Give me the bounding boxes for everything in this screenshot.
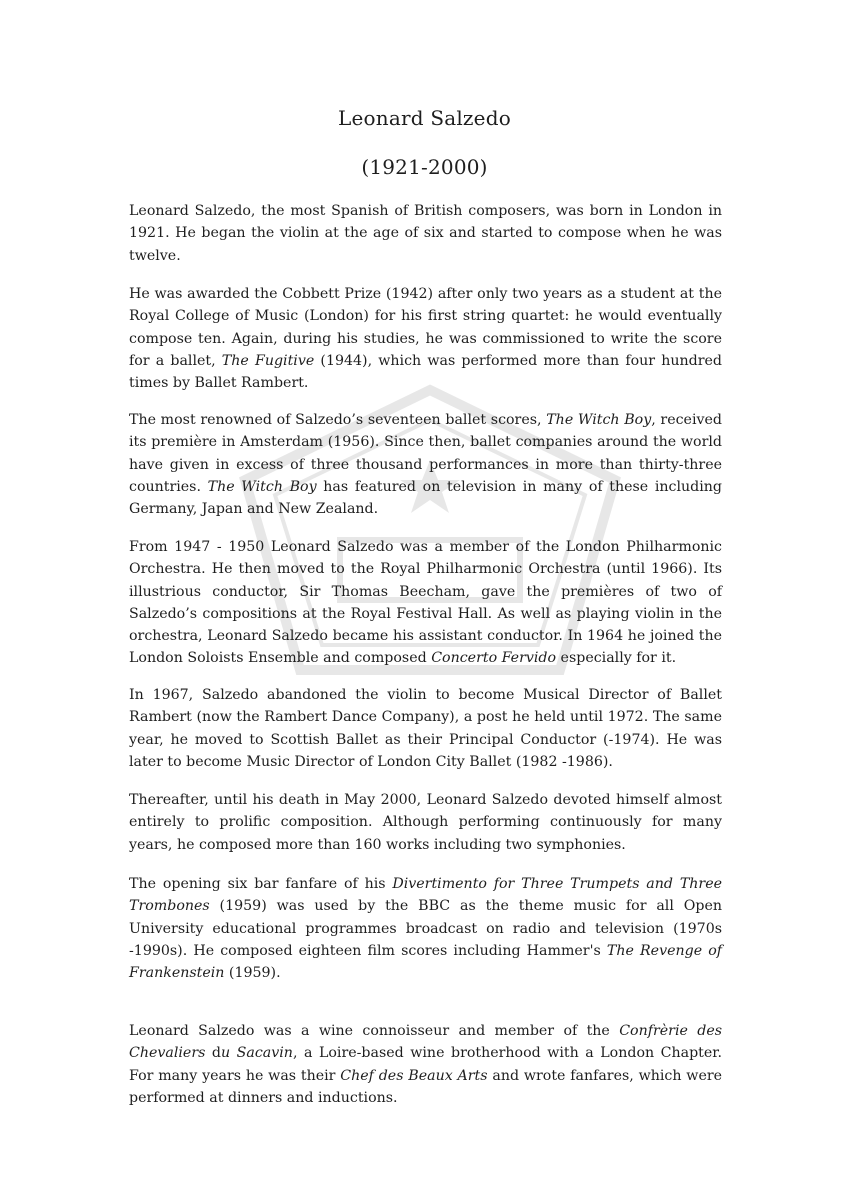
paragraph-witch-boy bbox=[129, 409, 722, 520]
text-run: , received its première in Amsterdam (1956). Since then, ballet companies around the world have given in excess of three thousand performances in more than thirty-three countries. bbox=[129, 412, 722, 495]
paragraph-wine bbox=[129, 1020, 722, 1109]
text-run: (1959) was used by the BBC as the theme music for all Open University educational programmes broadcast on radio and television (1970s -1990s). He composed eighteen film scores including Hammer's bbox=[129, 898, 722, 959]
italic-title-run: The Witch Boy bbox=[546, 412, 652, 428]
paragraph-education bbox=[129, 283, 722, 394]
text-run: Leonard Salzedo was a wine connoisseur and member of the bbox=[129, 1023, 620, 1039]
italic-title-run: The Fugitive bbox=[221, 352, 315, 369]
page-subtitle-dates: (1921-2000) bbox=[361, 155, 488, 179]
text-run: From 1947 - 1950 Leonard Salzedo was a member of the London Philharmonic Orchestra. He then moved to the Royal Philharmonic Orchestra (until 1966). Its illustrious conductor, Sir Thomas Beecham, gave the premières of two of Salzedo’s compositions at the Royal Festival Hall. As well as playing violin in the orchestra, Leonard Salzedo became his assistant conductor. In 1964 he joined the London Soloists Ensemble and composed bbox=[129, 539, 722, 667]
paragraph-early-life bbox=[129, 200, 722, 267]
text-run: and wrote fanfares, which were performed at dinners and inductions. bbox=[129, 1067, 723, 1106]
text-run: The most renowned of Salzedo’s seventeen ballet scores, bbox=[129, 412, 547, 428]
paragraph-fanfare-film bbox=[129, 873, 722, 984]
paragraph-orchestra-career bbox=[129, 536, 722, 670]
text-run: Thereafter, until his death in May 2000, Leonard Salzedo devoted himself almost entirely to prolific composition. Although performing continuously for many years, he composed more than 160 works including two symphonies. bbox=[129, 792, 722, 853]
text-run: has featured on television in many of these including Germany, Japan and New Zealand. bbox=[129, 478, 722, 518]
text-run: , a Loire-based wine brotherhood with a London Chapter. For many years he was their bbox=[129, 1045, 723, 1084]
text-run: In 1967, Salzedo abandoned the violin to become Musical Director of Ballet Rambert (now the Rambert Dance Company), a post he held until 1972. The same year, he moved to Scottish Ballet as their Principal Conductor (-1974). He was later to become Music Director of London City Ballet (1982 -1986). bbox=[129, 687, 722, 770]
italic-title-run: u Sacavin bbox=[221, 1045, 293, 1062]
paragraph-ballet-director bbox=[129, 684, 722, 773]
text-run: He was awarded the Cobbett Prize (1942) after only two years as a student at the Royal College of Music (London) for his first string quartet: he would eventually compose ten. Again, during his studies, he was commissioned to write the score for a ballet, bbox=[129, 286, 722, 369]
italic-title-run: The Revenge of Frankenstein bbox=[129, 942, 723, 982]
italic-title-run: The Witch Boy bbox=[207, 478, 317, 495]
paragraph-composition bbox=[129, 789, 722, 856]
text-run: The opening six bar fanfare of his bbox=[129, 876, 393, 892]
text-run: (1959). bbox=[224, 965, 281, 982]
italic-title-run: Divertimento for Three Trumpets and Three Trombones bbox=[129, 876, 722, 915]
italic-title-run: Confrèrie des Chevaliers bbox=[129, 1023, 723, 1062]
page-title: Leonard Salzedo bbox=[338, 106, 511, 130]
text-run: Leonard Salzedo, the most Spanish of British composers, was born in London in 1921. He began the violin at the age of six and started to compose when he was twelve. bbox=[129, 203, 722, 264]
text-run: (1944), which was performed more than four hundred times by Ballet Rambert. bbox=[129, 352, 722, 392]
italic-title-run: Concerto Fervido bbox=[431, 650, 557, 667]
italic-title-run: Chef des Beaux Arts bbox=[340, 1067, 488, 1084]
text-run: d bbox=[205, 1045, 222, 1062]
text-run: especially for it. bbox=[556, 650, 677, 667]
